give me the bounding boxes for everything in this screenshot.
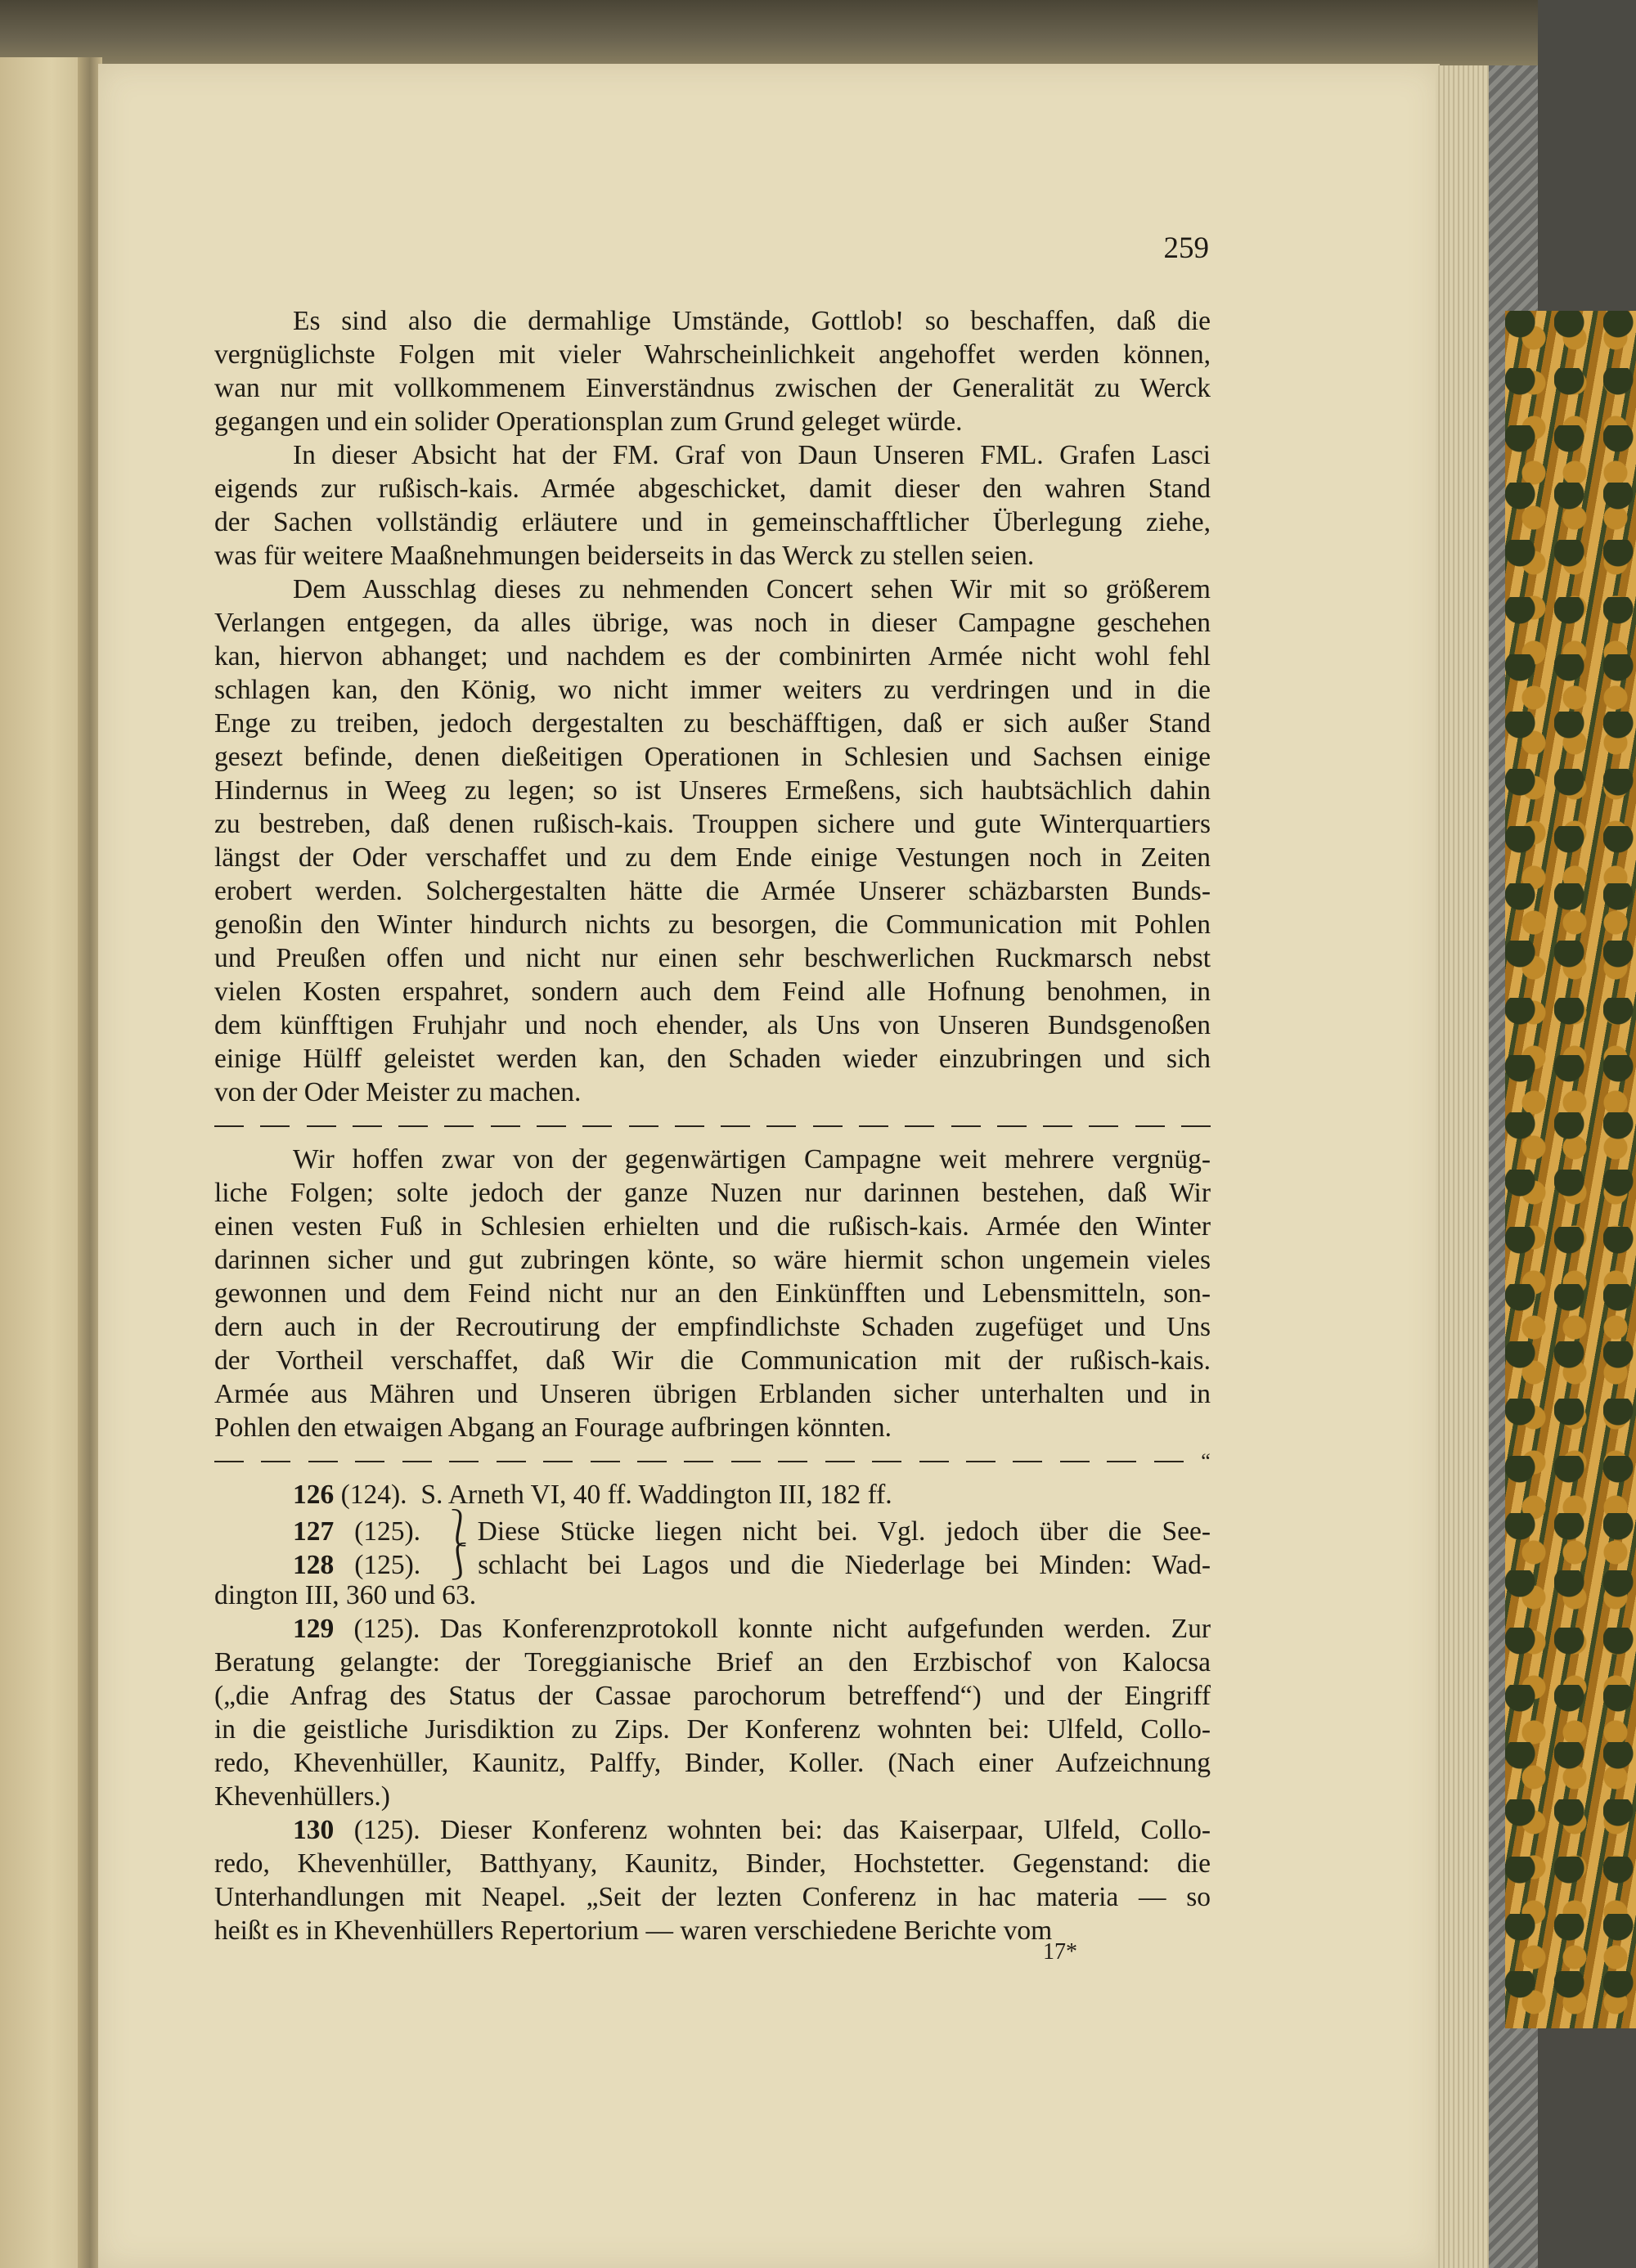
- note-ref: (125).: [353, 1614, 420, 1644]
- text-line: schlagen kan, den König, wo nicht immer weiters zu verdringen und in die: [214, 675, 1211, 705]
- top-edge: [0, 0, 1636, 65]
- text-line: zu bestreben, daß denen rußisch-kais. Trouppen sichere und gute Winterquartiers: [214, 809, 1211, 839]
- text-line: Verlangen entgegen, da alles übrige, was noch in dieser Campagne geschehen: [214, 608, 1211, 638]
- dash: [444, 1125, 474, 1127]
- note-ref: (124).: [340, 1480, 407, 1510]
- dash: [675, 1125, 704, 1127]
- dash: [582, 1125, 612, 1127]
- note-129: [214, 1612, 1211, 1646]
- note-text: Diese Stücke liegen nicht bei. Vgl. jedoch über die See-: [477, 1516, 1211, 1547]
- dash: [721, 1125, 750, 1127]
- note-num: 128: [293, 1550, 335, 1580]
- dash: [355, 1461, 384, 1462]
- dash: [491, 1125, 520, 1127]
- dash: [766, 1125, 796, 1127]
- note-num: 129: [293, 1614, 335, 1644]
- dash: [997, 1125, 1027, 1127]
- text-line: einen vesten Fuß in Schlesien erhielten und die rußisch-kais. Armée den Winter: [214, 1211, 1211, 1242]
- note-ref: (125).: [354, 1550, 421, 1580]
- signature-mark: 17*: [1043, 1939, 1077, 1965]
- dash: [1013, 1461, 1042, 1462]
- dash: [591, 1461, 620, 1462]
- dash: [402, 1461, 432, 1462]
- note-text: S. Arneth VI, 40 ff. Waddington III, 182 ff.: [420, 1480, 892, 1510]
- text-line: vergnüglichste Folgen mit vieler Wahrscheinlichkeit angehoffet werden können,: [214, 339, 1211, 370]
- paragraphs: [214, 304, 1211, 1109]
- dash: [214, 1461, 244, 1462]
- note-line: redo, Khevenhüller, Batthyany, Kaunitz, Binder, Hochstetter. Gegenstand: die: [214, 1848, 1211, 1879]
- dash: [1135, 1125, 1165, 1127]
- text-line: von der Oder Meister zu machen.: [214, 1077, 582, 1107]
- dash: [353, 1125, 382, 1127]
- text-line: kan, hiervon abhanget; und nachdem es der combinirten Armée nicht wohl fehl: [214, 641, 1211, 671]
- dash: [1181, 1125, 1211, 1127]
- note-128: [214, 1542, 1211, 1582]
- text-line: was für weitere Maaßnehmungen beiderseits in das Werck zu stellen seien.: [214, 541, 1035, 571]
- left-page-edge: [0, 57, 86, 2268]
- dash: [778, 1461, 807, 1462]
- dash: [905, 1125, 934, 1127]
- note-line: Khevenhüllers.): [214, 1781, 390, 1812]
- dash: [825, 1461, 855, 1462]
- note-text: Das Konferenzprotokoll konnte nicht aufgefunden werden. Zur: [439, 1614, 1211, 1644]
- note-line: redo, Khevenhüller, Kaunitz, Palffy, Binder, Koller. (Nach einer Aufzeichnung: [214, 1748, 1211, 1778]
- text-line: erobert werden. Solchergestalten hätte die Armée Unserer schäzbarsten Bunds-: [214, 876, 1211, 906]
- paragraph: [214, 304, 1211, 438]
- closing-quote: “: [1201, 1448, 1211, 1473]
- note-line: in die geistliche Jurisdiktion zu Zips. Der Konferenz wohnten bei: Ulfeld, Collo-: [214, 1714, 1211, 1745]
- brace-top: ⎱: [440, 1508, 477, 1548]
- dash: [307, 1125, 336, 1127]
- paragraph: [214, 573, 1211, 1109]
- note-126: [214, 1478, 1211, 1511]
- dash: [1060, 1461, 1090, 1462]
- dash: [497, 1461, 526, 1462]
- dash: [859, 1125, 888, 1127]
- text-line: gegangen und ein solider Operationsplan zum Grund geleget würde.: [214, 406, 963, 437]
- text-line: Hindernus in Weeg zu legen; so ist Unseres Ermeßens, sich haubtsächlich dahin: [214, 775, 1211, 806]
- text-line: In dieser Absicht hat der FM. Graf von Daun Unseren FML. Grafen Lasci: [293, 440, 1211, 470]
- brace-bottom: ⎰: [441, 1542, 478, 1582]
- page-number: 259: [1163, 231, 1209, 265]
- note-text: schlacht bei Lagos und die Niederlage bei Minden: Wad-: [478, 1550, 1211, 1580]
- dash: [684, 1461, 713, 1462]
- note-line: Beratung gelangte: der Toreggianische Brief an den Erzbischof von Kalocsa: [214, 1647, 1211, 1677]
- note-128-cont: dington III, 360 und 63.: [214, 1580, 477, 1610]
- note-num: 127: [293, 1516, 335, 1547]
- text-line: gesezt befinde, denen dießeitigen Operationen in Schlesien und Sachsen einige: [214, 742, 1211, 772]
- paragraph-quote-2: [214, 1143, 1211, 1444]
- text-line: wan nur mit vollkommenem Einverständnus zwischen der Generalität zu Werck: [214, 373, 1211, 403]
- dash: [214, 1125, 244, 1127]
- note-line: heißt es in Khevenhüllers Repertorium — waren verschiedene Berichte vom: [214, 1915, 1053, 1946]
- dash: [449, 1461, 479, 1462]
- dash: [1043, 1125, 1072, 1127]
- note-ref: (125).: [354, 1516, 421, 1547]
- dash: [731, 1461, 761, 1462]
- separator-dashes: [214, 1109, 1211, 1143]
- text-line: einige Hülff geleistet werden kan, den Schaden wieder einzubringen und sich: [214, 1044, 1211, 1074]
- spine-top: [1538, 0, 1636, 311]
- text-line: dern auch in der Recroutirung der empfindlichste Schaden zugefüget und Uns: [214, 1312, 1211, 1342]
- dash: [1154, 1461, 1184, 1462]
- text-line: genoßin den Winter hindurch nichts zu besorgen, die Communication mit Pohlen: [214, 909, 1211, 940]
- dash: [637, 1461, 667, 1462]
- text-line: der Sachen vollständig erläutere und in gemeinschafftlicher Überlegung ziehe,: [214, 507, 1211, 537]
- note-line: Unterhandlungen mit Neapel. „Seit der lezten Conferenz in hac materia — so: [214, 1882, 1211, 1912]
- dash: [261, 1461, 290, 1462]
- text-line: darinnen sicher und gut zubringen könte, so wäre hiermit schon ungemein vieles: [214, 1245, 1211, 1275]
- dash: [966, 1461, 996, 1462]
- text-line: Enge zu treiben, jedoch dergestalten zu beschäfftigen, daß er sich außer Stand: [214, 708, 1211, 739]
- dash: [629, 1125, 658, 1127]
- note-129-lines: [214, 1646, 1211, 1813]
- dash: [919, 1461, 949, 1462]
- dash: [537, 1125, 566, 1127]
- paragraph: [214, 438, 1211, 573]
- separator-dashes-end: [214, 1444, 1211, 1478]
- dash: [951, 1125, 981, 1127]
- text-line: und Preußen offen und nicht nur einen sehr beschwerlichen Ruckmarsch nebst: [214, 943, 1211, 973]
- marbled-cover: [1505, 311, 1636, 2028]
- text-line: Es sind also die dermahlige Umstände, Gottlob! so beschaffen, daß die: [293, 306, 1211, 336]
- notes: [214, 1478, 1211, 1947]
- text-line: Armée aus Mähren und Unseren übrigen Erblanden sicher unterhalten und in: [214, 1379, 1211, 1409]
- text-line: dem künfftigen Fruhjahr und noch ehender, als Uns von Unseren Bundsgenoßen: [214, 1010, 1211, 1040]
- text-line: gewonnen und dem Feind nicht nur an den Einkünfften und Lebensmitteln, son-: [214, 1278, 1211, 1309]
- note-num: 126: [293, 1480, 335, 1510]
- text-line: liche Folgen; solte jedoch der ganze Nuzen nur darinnen bestehen, daß Wir: [214, 1178, 1211, 1208]
- page-edges: [1436, 65, 1489, 2268]
- note-num: 130: [293, 1815, 335, 1845]
- note-127: [214, 1508, 1211, 1548]
- dash: [872, 1461, 901, 1462]
- text-line: Pohlen den etwaigen Abgang an Fourage aufbringen könnten.: [214, 1412, 892, 1443]
- dash: [813, 1125, 843, 1127]
- text-line: eigends zur rußisch-kais. Armée abgeschicket, damit dieser den wahren Stand: [214, 474, 1211, 504]
- text-line: Wir hoffen zwar von der gegenwärtigen Campagne weit mehrere vergnüg-: [293, 1144, 1211, 1174]
- text-line: Dem Ausschlag dieses zu nehmenden Concert sehen Wir mit so größerem: [293, 574, 1211, 604]
- text-line: vielen Kosten erspahret, sondern auch dem Feind alle Hofnung benohmen, in: [214, 977, 1211, 1007]
- text-line: der Vortheil verschaffet, daß Wir die Communication mit der rußisch-kais.: [214, 1345, 1211, 1376]
- spine-bottom: [1538, 2028, 1636, 2268]
- dash: [543, 1461, 573, 1462]
- dash: [398, 1125, 428, 1127]
- note-130: [214, 1813, 1211, 1847]
- note-130-lines: [214, 1847, 1211, 1947]
- dash: [1107, 1461, 1136, 1462]
- note-line: („die Anfrag des Status der Cassae parochorum betreffend“) und der Eingriff: [214, 1681, 1211, 1711]
- dash: [308, 1461, 338, 1462]
- text-line: längst der Oder verschaffet und zu dem Ende einige Vestungen noch in Zeiten: [214, 842, 1211, 873]
- note-text: Dieser Konferenz wohnten bei: das Kaiserpaar, Ulfeld, Collo-: [440, 1815, 1211, 1845]
- text-body: [214, 304, 1211, 1947]
- dash: [1089, 1125, 1118, 1127]
- dash: [260, 1125, 290, 1127]
- note-ref: (125).: [353, 1815, 420, 1845]
